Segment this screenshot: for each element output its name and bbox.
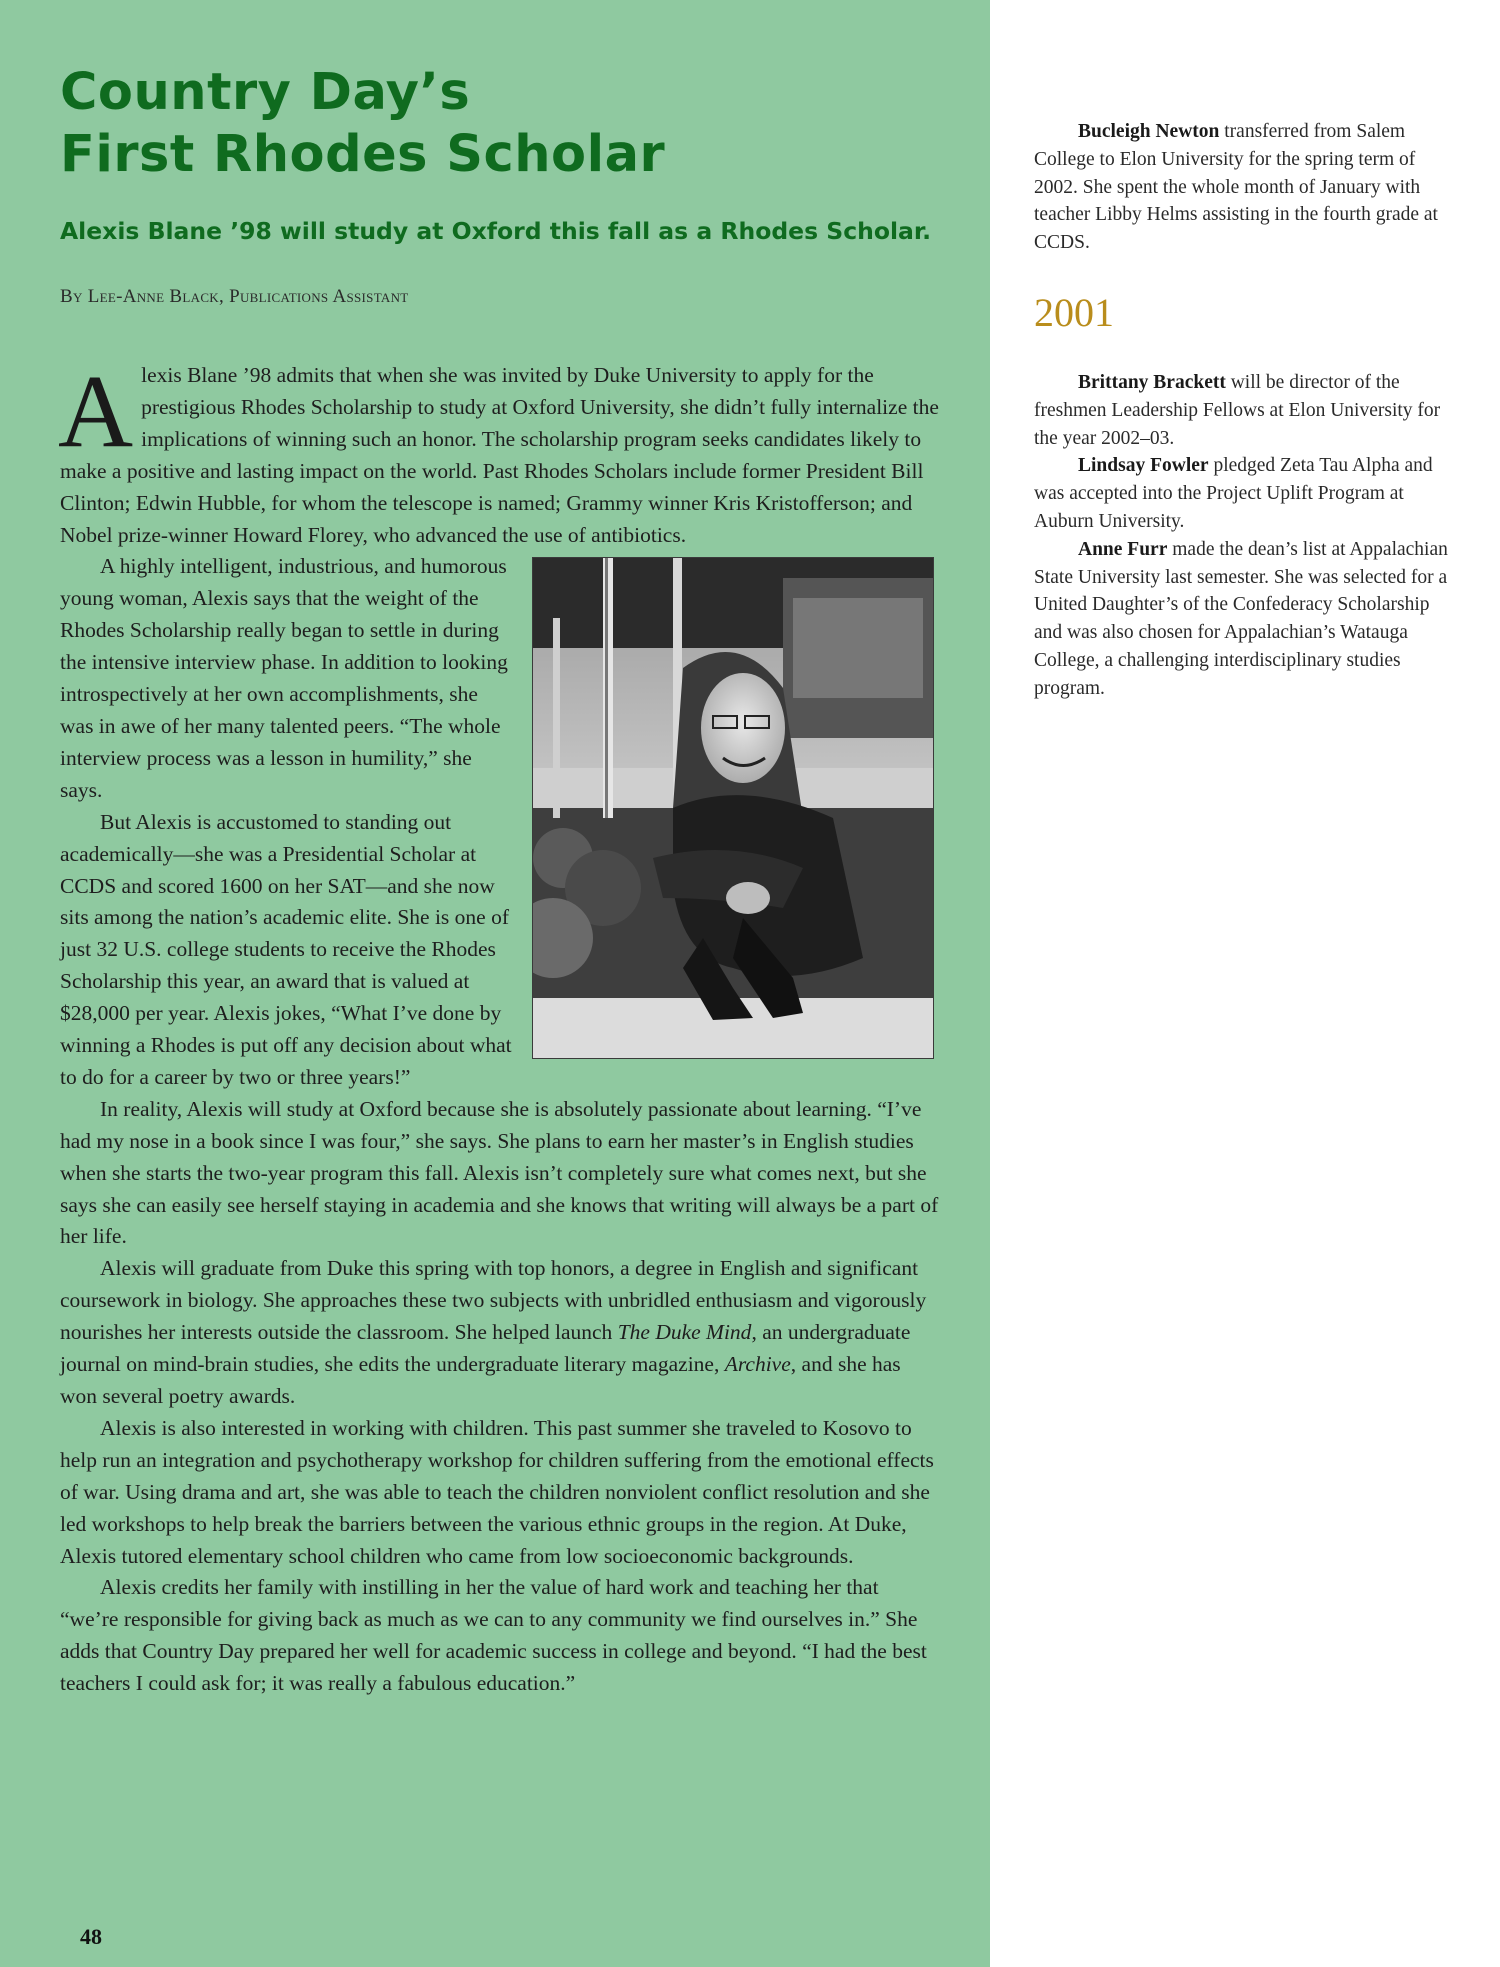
title-line-1: Country Day’s [60,63,471,122]
paragraph-1: Alexis Blane ’98 admits that when she was invited by Duke University to apply for the prestigious Rhodes Scholarship to study at Oxford University, she didn’t fully internalize the implications of winning such an honor. The scholarship program seeks candidates likely to make a positive and lasting impact on the world. Past Rhodes Scholars include former President Bill Clinton; Edwin Hubble, for whom the telescope is named; Grammy winner Kris Kristofferson; and Nobel prize-winner Howard Florey, who advanced the use of antibiotics. [58,354,939,547]
class-notes-column [1034,118,1454,703]
paragraph-3: But Alexis is accustomed to standing out academically—she was a Presidential Scholar at CCDS and scored 1600 on her SAT—and she now sits among the nation’s academic elite. She is one of just 32 U.S. college students to receive the Rhodes Scholarship this year, an award that is valued at $28,000 per year. Alexis jokes, “What I’ve done by winning a Rhodes is put off any decision about what to do for a career by two or three years!” [60,809,512,1089]
title-line-2: First Rhodes Scholar [60,125,666,184]
class-note-entry: Lindsay Fowler pledged Zeta Tau Alpha and was accepted into the Project Uplift Program at Auburn University. [1034,455,1433,532]
magazine-title: Archive [724,1352,791,1377]
article-title [60,62,665,186]
paragraph-7: Alexis credits her family with instilling in her the value of hard work and teaching her that “we’re responsible for giving back as much as we can to any community we find ourselves in.” She adds that Country Day prepared her well for academic success in college and beyond. “I had the best teachers I could ask for; it was really a fabulous education.” [60,1575,927,1696]
paragraph-5: Alexis will graduate from Duke this spring with top honors, a degree in English and significant coursework in biology. She approaches these two subjects with unbridled enthusiasm and vigorously nourishes her interests outside the classroom. She helped launch The Duke Mind, an undergraduate journal on mind-brain studies, she edits the undergraduate literary magazine, Archive, and she has won several poetry awards. [60,1256,927,1408]
article-body [58,354,940,1700]
byline: By Lee-Anne Black, Publications Assistant [60,286,409,307]
portrait-photo [532,557,934,1059]
paragraph-4: In reality, Alexis will study at Oxford because she is absolutely passionate about learning. “I’ve had my nose in a book since I was four,” she says. She plans to earn her master’s in English studies when she starts the two-year program this fall. Alexis isn’t completely sure what comes next, but she says she can easily see herself staying in academia and she knows that writing will always be a part of her life. [60,1096,939,1249]
drop-cap: A [58,354,134,469]
class-note-entry: Brittany Brackett will be director of the freshmen Leadership Fellows at Elon University for the year 2002–03. [1034,371,1441,449]
class-note-entry: Bucleigh Newton transferred from Salem College to Elon University for the spring term of 2002. She spent the whole month of January with teacher Libby Helms assisting in the fourth grade at CCDS. [1034,121,1438,254]
portrait-photo-image [533,558,933,1058]
class-note-entry: Anne Furr made the dean’s list at Appalachian State University last semester. She was selected for a United Daughter’s of the Confederacy Scholarship and was also chosen for Appalachian’s Watauga College, a challenging interdisciplinary studies program. [1034,538,1448,699]
year-heading: 2001 [1034,289,1114,335]
page-number: 48 [80,1924,102,1949]
article-subtitle: Alexis Blane ’98 will study at Oxford this fall as a Rhodes Scholar. [60,217,932,245]
paragraph-6: Alexis is also interested in working with children. This past summer she traveled to Kosovo to help run an integration and psychotherapy workshop for children suffering from the emotional effects of war. Using drama and art, she was able to teach the children nonviolent conflict resolution and she led workshops to help break the barriers between the various ethnic groups in the region. At Duke, Alexis tutored elementary school children who came from low socioeconomic backgrounds. [60,1415,934,1568]
journal-title: The Duke Mind [617,1320,752,1345]
paragraph-2: A highly intelligent, industrious, and humorous young woman, Alexis says that the weight of the Rhodes Scholarship really began to settle in during the intensive interview phase. In addition to looking introspectively at her own accomplishments, she was in awe of her many talented peers. “The whole interview process was a lesson in humility,” she says. [60,554,508,802]
